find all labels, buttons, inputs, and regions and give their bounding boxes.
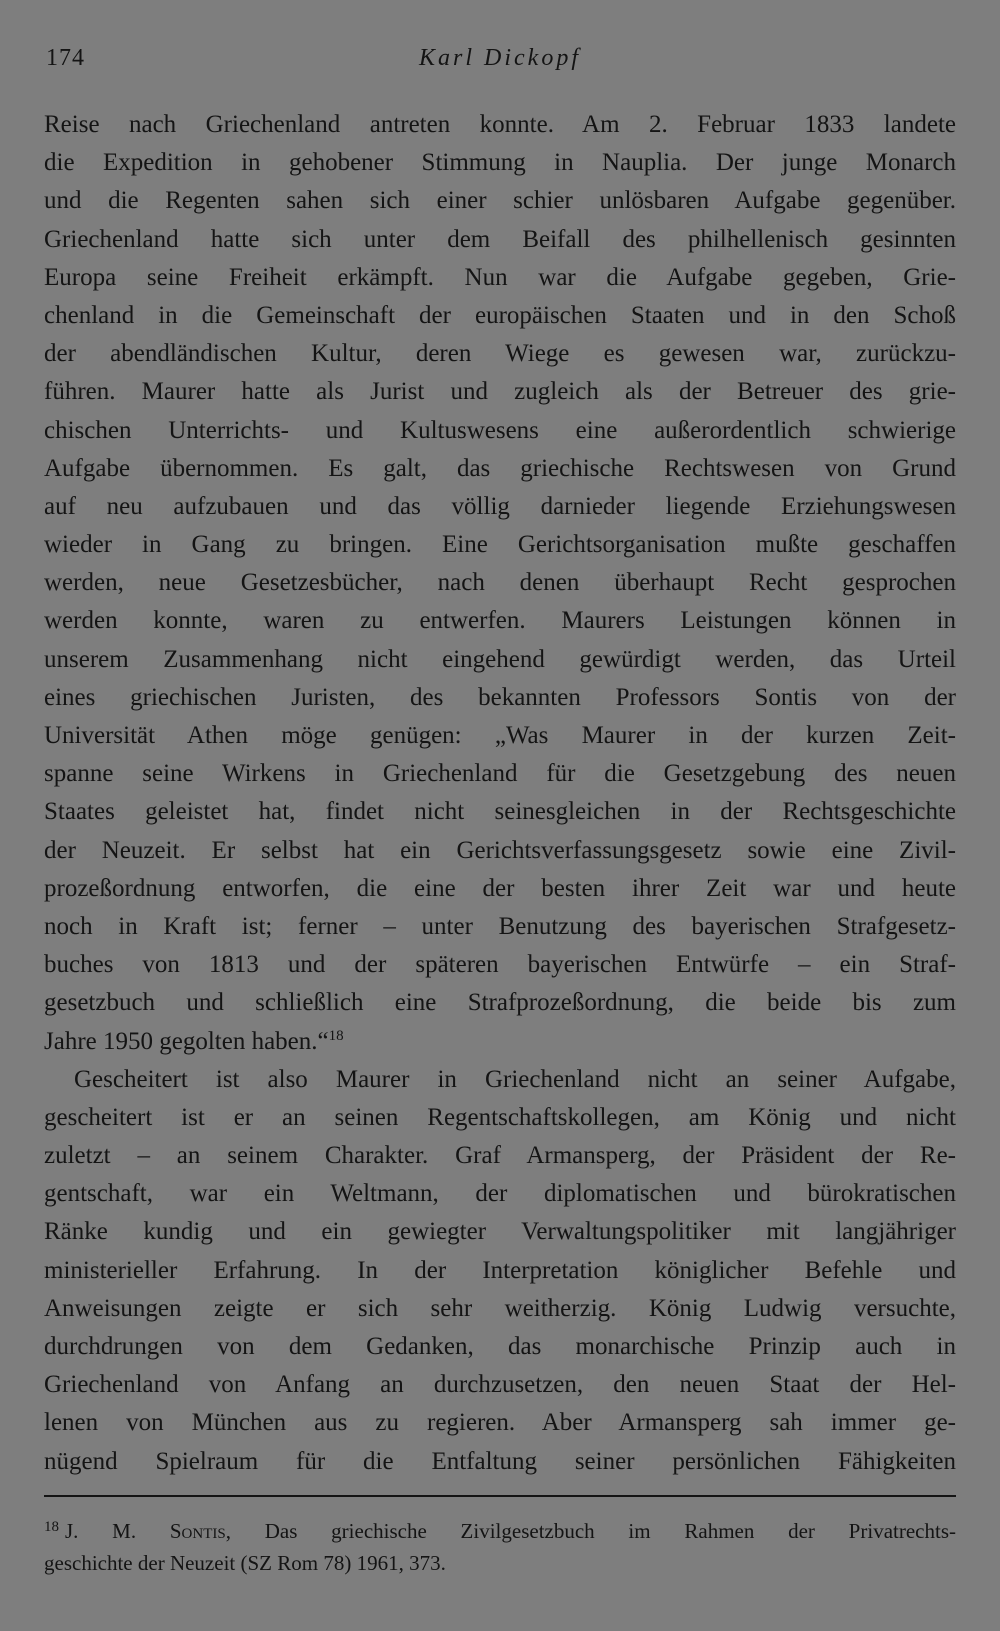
footnote-text: J. M. (65, 1519, 170, 1543)
footnote-line (44, 1515, 956, 1547)
text-line: auf neu aufzubauen und das völlig darnieder liegende Erziehungswesen (44, 492, 956, 520)
footnote-reference: 18 (328, 1027, 344, 1044)
text-line: Europa seine Freiheit erkämpft. Nun war die Aufgabe gegeben, Grie- (44, 263, 956, 291)
text-line: Gescheitert ist also Maurer in Griechenland nicht an seiner Aufgabe, (74, 1065, 956, 1093)
text-line: eines griechischen Juristen, des bekannten Professors Sontis von der (44, 683, 956, 711)
text-line: chenland in die Gemeinschaft der europäischen Staaten und in den Schoß (44, 301, 956, 329)
text-line: ministerieller Erfahrung. In der Interpretation königlicher Befehle und (44, 1256, 956, 1284)
footnote-author: Sontis (169, 1519, 226, 1543)
text-line-content: Jahre 1950 gegolten haben.“ (44, 1027, 329, 1055)
text-line: durchdrungen von dem Gedanken, das monarchische Prinzip auch in (44, 1333, 956, 1360)
text-line: die Expedition in gehobener Stimmung in Nauplia. Der junge Monarch (44, 149, 956, 177)
text-line: werden, neue Gesetzesbücher, nach denen überhaupt Recht gesprochen (44, 569, 956, 597)
text-line: unserem Zusammenhang nicht eingehend gewürdigt werden, das Urteil (44, 645, 956, 673)
text-line: gescheitert ist er an seinen Regentschaftskollegen, am König und nicht (44, 1103, 956, 1131)
text-line: Aufgabe übernommen. Es galt, das griechische Rechtswesen von Grund (44, 454, 956, 482)
text-line: buches von 1813 und der späteren bayerischen Entwürfe – ein Straf- (44, 951, 956, 979)
text-line: gentschaft, war ein Weltmann, der diplomatischen und bürokratischen (44, 1180, 956, 1208)
text-line: der abendländischen Kultur, deren Wiege es gewesen war, zurückzu- (44, 340, 956, 368)
text-line: Staates geleistet hat, findet nicht seinesgleichen in der Rechtsgeschichte (44, 798, 956, 826)
text-line: der Neuzeit. Er selbst hat ein Gerichtsverfassungsgesetz sowie eine Zivil- (44, 836, 956, 864)
body-text (44, 106, 956, 1481)
page-number: 174 (46, 45, 85, 71)
text-line: nügend Spielraum für die Entfaltung seiner persönlichen Fähigkeiten (44, 1447, 956, 1475)
footnote-line: geschichte der Neuzeit (SZ Rom 78) 1961, 373. (44, 1551, 446, 1575)
footnote-marker: 18 (44, 1519, 59, 1535)
text-line-last (44, 1023, 956, 1061)
text-line: Ränke kundig und ein gewiegter Verwaltungspolitiker mit langjähriger (44, 1218, 956, 1246)
text-line: prozeßordnung entworfen, die eine der besten ihrer Zeit war und heute (44, 874, 956, 902)
footnote (44, 1515, 956, 1579)
text-line: zuletzt – an seinem Charakter. Graf Armansperg, der Präsident der Re- (44, 1142, 956, 1170)
text-line: Reise nach Griechenland antreten konnte. Am 2. Februar 1833 landete (44, 111, 956, 138)
footnote-text: , Das griechische Zivilgesetzbuch im Rahmen der Privatrechts- (225, 1519, 956, 1543)
text-line: lenen von München aus zu regieren. Aber Armansperg sah immer ge- (44, 1409, 956, 1437)
text-line: noch in Kraft ist; ferner – unter Benutzung des bayerischen Strafgesetz- (44, 912, 956, 940)
text-line: spanne seine Wirkens in Griechenland für die Gesetzgebung des neuen (44, 760, 956, 788)
text-line: Anweisungen zeigte er sich sehr weitherzig. König Ludwig versuchte, (44, 1294, 956, 1322)
text-line: Griechenland hatte sich unter dem Beifall des philhellenisch gesinnten (44, 225, 956, 253)
text-line: chischen Unterrichts- und Kultuswesens eine außerordentlich schwierige (44, 416, 956, 444)
running-head: Karl Dickopf (419, 45, 581, 71)
page-header (46, 45, 954, 81)
text-line: Universität Athen möge genügen: „Was Maurer in der kurzen Zeit- (44, 722, 956, 749)
text-line: und die Regenten sahen sich einer schier unlösbaren Aufgabe gegenüber. (44, 187, 956, 215)
footnote-divider (44, 1495, 956, 1497)
text-line: führen. Maurer hatte als Jurist und zugleich als der Betreuer des grie- (44, 378, 956, 406)
text-line: werden konnte, waren zu entwerfen. Maurers Leistungen können in (44, 607, 956, 635)
text-line: wieder in Gang zu bringen. Eine Gerichtsorganisation mußte geschaffen (44, 531, 956, 559)
text-line: Griechenland von Anfang an durchzusetzen, den neuen Staat der Hel- (44, 1371, 956, 1399)
text-line: gesetzbuch und schließlich eine Strafprozeßordnung, die beide bis zum (44, 989, 956, 1017)
